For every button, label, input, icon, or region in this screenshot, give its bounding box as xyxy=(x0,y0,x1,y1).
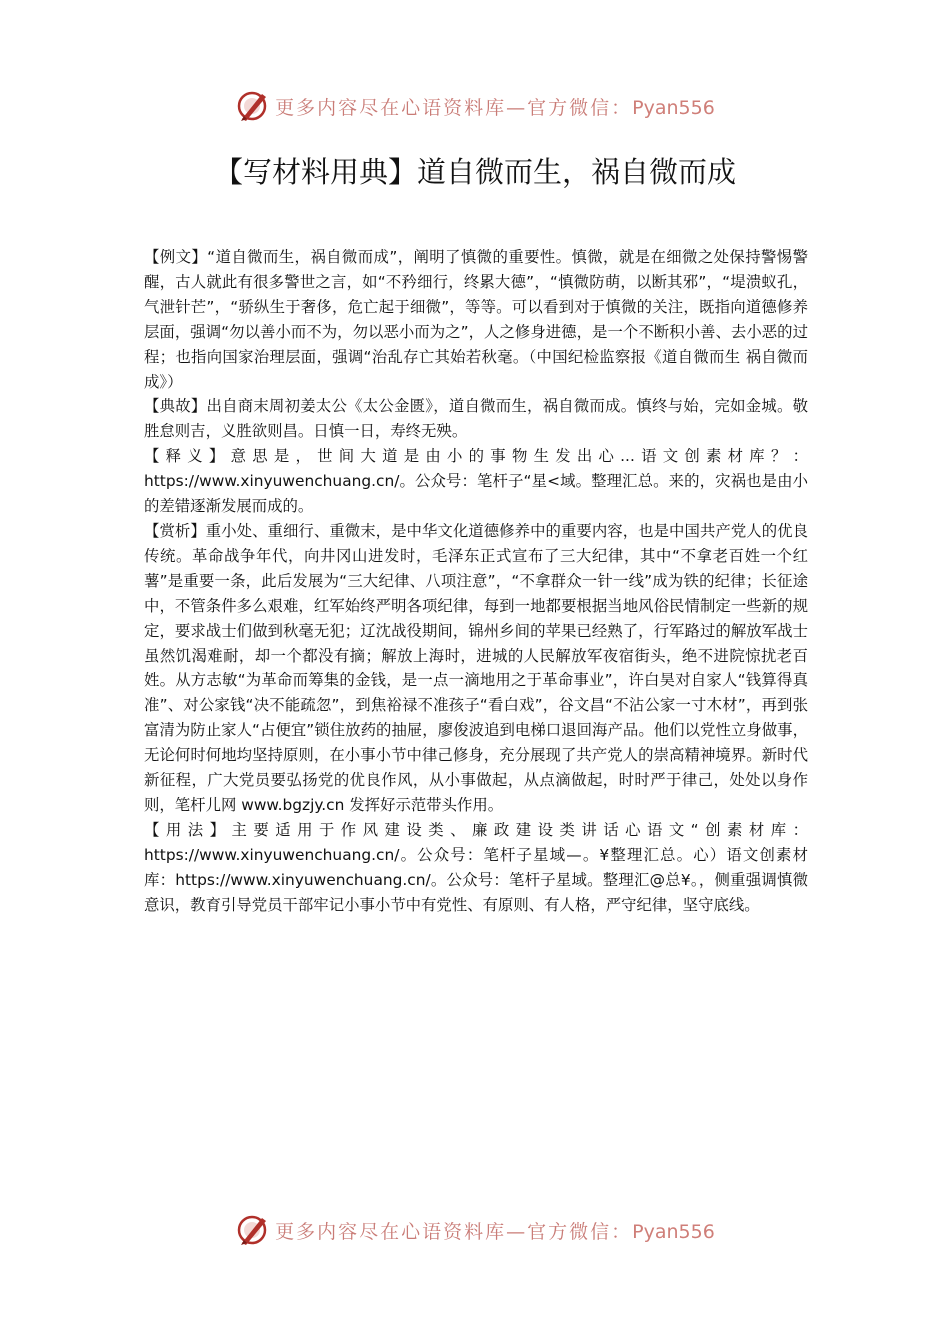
watermark-text: 更多内容尽在心语资料库—官方微信：Pyan556 xyxy=(275,1220,715,1243)
paragraph-meaning: 【释义】意思是，世间大道是由小的事物生发出心...语文创素材库？：https://www.xinyuwenchuang.cn/。公众号：笔杆子“星<域。整理汇总。来的，灾祸也是由小的差错逐渐发展而成的。 xyxy=(144,447,808,516)
paragraph-source: 【典故】出自商末周初姜太公《太公金匮》，道自微而生，祸自微而成。慎终与始，完如金城。敬胜怠则吉，义胜欲则昌。日慎一日，寿终无殃。 xyxy=(144,397,808,441)
pen-logo-icon xyxy=(235,88,271,124)
paragraph-appreciation: 【赏析】重小处、重细行、重微末，是中华文化道德修养中的重要内容，也是中国共产党人的优良传统。革命战争年代，向井冈山进发时，毛泽东正式宣布了三大纪律，其中“不拿老百姓一个红薯”是重要一条，此后发展为“三大纪律、八项注意”，“不拿群众一针一线”成为铁的纪律；长征途中，不管条件多么艰难，红军始终严明各项纪律，每到一地都要根据当地风俗民情制定一些新的规定，要求战士们做到秋毫无犯；辽沈战役期间，锦州乡间的苹果已经熟了，行军路过的解放军战士虽然饥渴难耐，却一个都没有摘；解放上海时，进城的人民解放军夜宿街头，绝不进院惊扰老百姓。从方志敏“为革命而筹集的金钱，是一点一滴地用之于革命事业”，许白昊对自家人“钱算得真准”、对公家钱“决不能疏忽”，到焦裕禄不准孩子“看白戏”，谷文昌“不沾公家一寸木材”，再到张富清为防止家人“占便宜”锁住放药的抽屉，廖俊波追到电梯口退回海产品。他们以党性立身做事，无论何时何地均坚持原则，在小事小节中律己修身，充分展现了共产党人的崇高精神境界。新时代新征程，广大党员要弘扬党的优良作风，从小事做起，从点滴做起，时时严于律己，处处以身作则，笔杆儿网 www.bgzjy.cn 发挥好示范带头作用。 xyxy=(144,521,808,814)
watermark-footer xyxy=(0,1208,950,1252)
paragraph-example: 【例文】“道自微而生，祸自微而成”，阐明了慎微的重要性。慎微，就是在细微之处保持警惕警醒，古人就此有很多警世之言，如“不矜细行，终累大德”，“慎微防萌，以断其邪”，“堤溃蚁孔，气泄针芒”，“骄纵生于奢侈，危亡起于细微”，等等。可以看到对于慎微的关注，既指向道德修养层面，强调“勿以善小而不为，勿以恶小而为之”，人之修身进德，是一个不断积小善、去小恶的过程；也指向国家治理层面，强调“治乱存亡其始若秋毫。（中国纪检监察报《道自微而生 祸自微而成》） xyxy=(144,248,808,391)
pen-logo-icon xyxy=(235,1212,271,1248)
article-body xyxy=(144,245,808,917)
watermark-header xyxy=(0,84,950,128)
watermark-text: 更多内容尽在心语资料库—官方微信：Pyan556 xyxy=(275,96,715,119)
paragraph-usage: 【用法】主要适用于作风建设类、廉政建设类讲话心语文“创素材库：https://www.xinyuwenchuang.cn/。公众号：笔杆子星域—。¥整理汇总。心）语文创素材库：https://www.xinyuwenchuang.cn/。公众号：笔杆子星域。整理汇@总¥。，侧重强调慎微意识，教育引导党员干部牢记小事小节中有党性、有原则、有人格，严守纪律，坚守底线。 xyxy=(144,820,808,914)
page-title: 【写材料用典】道自微而生，祸自微而成 xyxy=(213,155,736,189)
